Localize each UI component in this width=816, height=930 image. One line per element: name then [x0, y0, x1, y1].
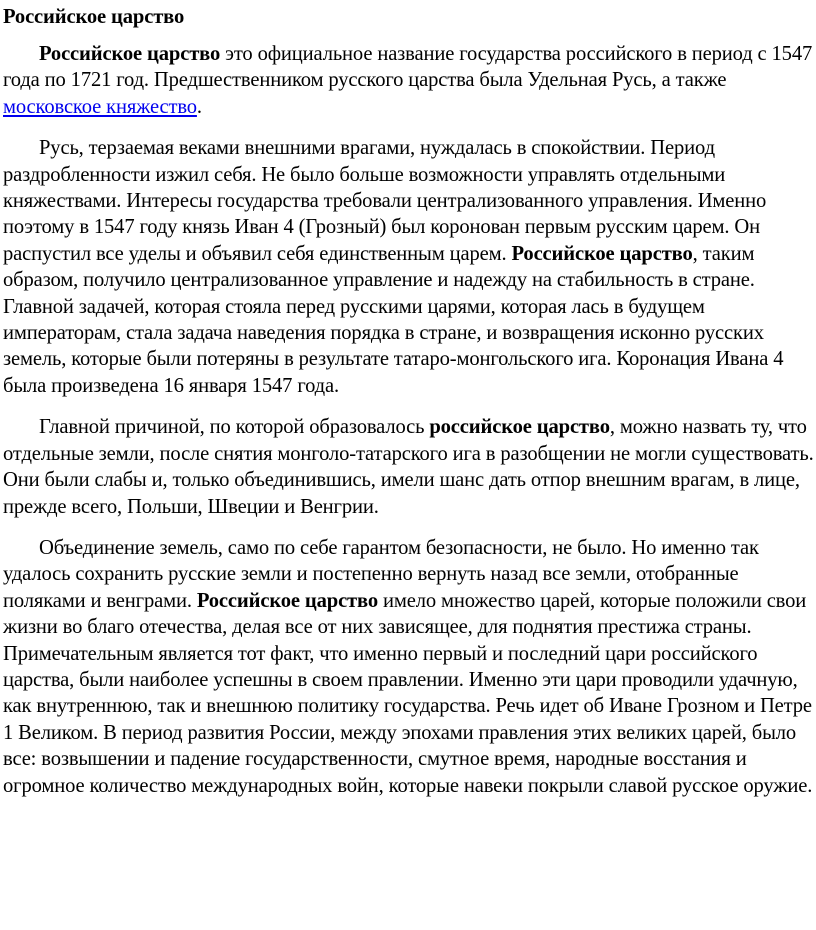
bold-term: Российское царство [39, 43, 221, 65]
paragraph-text: . [196, 95, 202, 118]
paragraph-1 [3, 41, 816, 120]
paragraph-text: Главной причиной, по которой образовалось [39, 416, 430, 439]
paragraph-text: Русь, терзаемая веками внешними врагами, нуждалась в спокойствии. Период раздробленности изжил себя. Не было больше возможности управлять отдельными княжествами. Интересы государства требовали централизованного управления. Именно поэтому в 1547 году князь Иван 4 (Грозный) был коронован первым русским царем. Он распустил все уделы и объявил себя единственным царем. [3, 137, 767, 265]
bold-term: Российское царство [196, 589, 379, 612]
paragraph-text: это официальное название государства российского в период с 1547 года по 1721 год. Предшественником русского царства была Удельная Русь, а также [3, 43, 813, 92]
paragraph-text: Объединение земель, само по себе гарантом безопасности, не было. Но именно так удалось сохранить русские земли и постепенно вернуть назад все земли, отобранные поляками и венграми. [3, 536, 759, 612]
bold-term: Российское царство [511, 242, 693, 265]
paragraph-3 [3, 414, 816, 520]
paragraph-4 [3, 535, 816, 799]
paragraph-text: имело множество царей, которые положили свои жизни во благо отечества, делая все от них зависящее, для поднятия престижа страны. Примечательным является тот факт, что именно первый и последний цари российского царства, были наиболее успешны в своем правлении. Именно эти цари проводили удачную, как внутреннюю, так и внешнюю политику государства. Речь идет об Иване Грозном и Петре 1 Великом. В период развития России, между эпохами правления этих великих царей, было все: возвышении и падение государственности, смутное время, народные восстания и огромное количество международных войн, которые навеки покрыли славой русское оружие. [3, 589, 813, 797]
paragraph-text: , таким образом, получило централизованное управление и надежду на стабильность в стране. Главной задачей, которая стояла перед русскими царями, которая лась в будущем императорам, стала задача наведения порядка в стране, и возвращения исконно русских земель, которые были потеряны в результате татаро-монгольского ига. Коронация Ивана 4 была произведена 16 января 1547 года. [3, 242, 784, 397]
paragraph-2 [3, 135, 816, 399]
document-title: Российское царство [3, 6, 185, 28]
bold-term: российское царство [429, 416, 610, 439]
moscow-principality-link[interactable]: московское княжество [3, 95, 197, 118]
paragraph-text: , можно назвать ту, что отдельные земли, после снятия монголо-татарского ига в разобщении не могли существовать. Они были слабы и, только объединившись, имели шанс дать отпор внешним врагам, в лице, прежде всего, Польши, Швеции и Венгрии. [3, 416, 814, 518]
